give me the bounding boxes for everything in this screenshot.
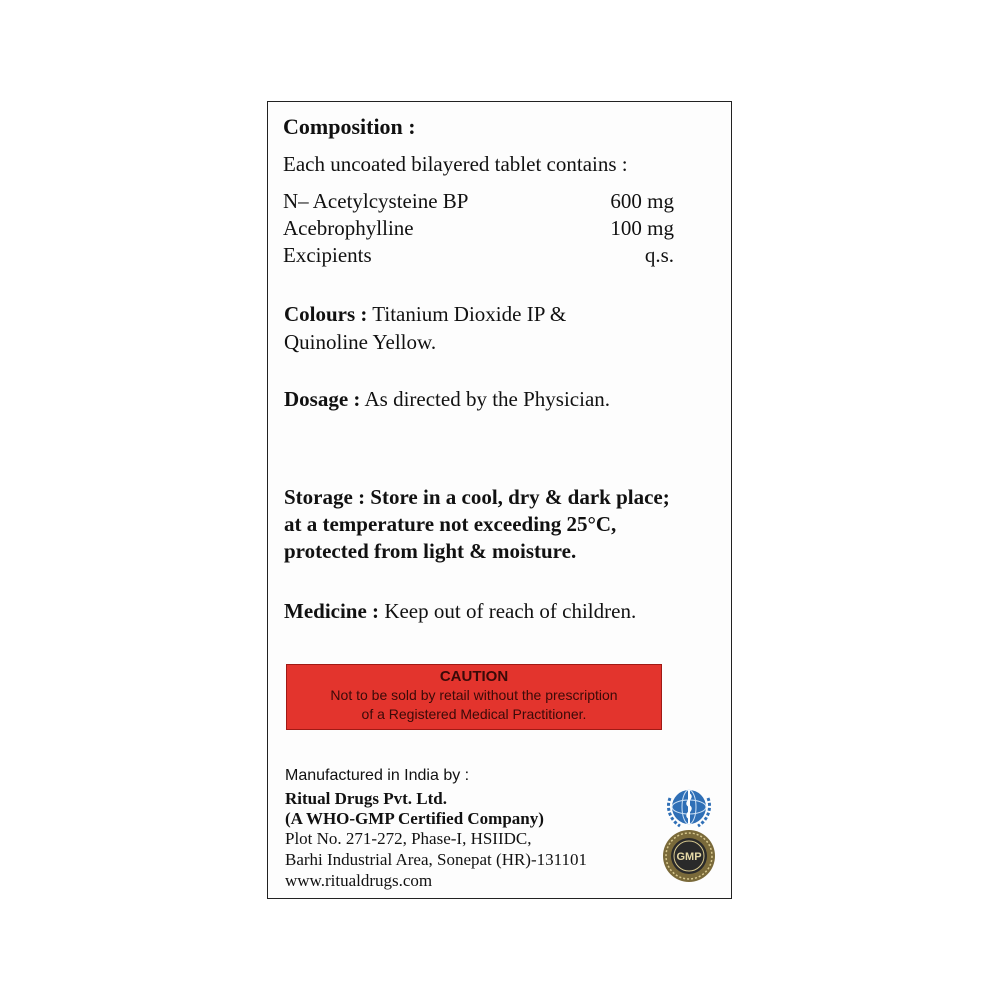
colours-label: Colours : (284, 302, 368, 326)
composition-intro: Each uncoated bilayered tablet contains : (283, 152, 628, 176)
manufacturer-intro: Manufactured in India by : (285, 767, 470, 784)
medicine-label-panel (267, 101, 732, 899)
caution-title: CAUTION (439, 668, 509, 685)
dosage-label: Dosage : (284, 387, 361, 411)
storage-block (284, 484, 670, 565)
caution-line-2: of a Registered Medical Practitioner. (361, 706, 587, 722)
medicine-text: Keep out of reach of children. (379, 599, 637, 623)
colours-line-1 (284, 300, 566, 328)
caution-line-1: Not to be sold by retail without the prescription (330, 687, 618, 703)
ingredient-qty: 100 mg (610, 216, 674, 240)
medicine-label: Medicine : (284, 599, 380, 623)
manufacturer-website: www.ritualdrugs.com (285, 871, 433, 890)
ingredient-name: Excipients (283, 243, 372, 267)
manufacturer-address-2: Barhi Industrial Area, Sonepat (HR)-131101 (285, 850, 587, 869)
who-globe-icon (662, 780, 716, 834)
ingredient-qty: q.s. (644, 243, 674, 267)
composition-heading: Composition : (283, 114, 416, 139)
storage-line-3: protected from light & moisture. (284, 539, 577, 563)
dosage-line (284, 385, 610, 413)
storage-line-1: Storage : Store in a cool, dry & dark place; (284, 485, 670, 509)
manufacturer-certification: (A WHO-GMP Certified Company) (285, 809, 544, 828)
ingredient-name: N– Acetylcysteine BP (283, 189, 469, 213)
medicine-line (284, 597, 636, 625)
caution-box (286, 664, 662, 730)
gmp-seal-icon (661, 828, 717, 884)
ingredient-name: Acebrophylline (283, 216, 414, 240)
dosage-text: As directed by the Physician. (360, 387, 611, 411)
colours-line-2: Quinoline Yellow. (284, 330, 437, 354)
gmp-seal-text: GMP (676, 851, 702, 863)
ingredient-qty: 600 mg (610, 189, 674, 213)
manufacturer-address-1: Plot No. 271-272, Phase-I, HSIIDC, (285, 829, 532, 848)
colours-text: Titanium Dioxide IP & (367, 302, 567, 326)
storage-line-2: at a temperature not exceeding 25°C, (284, 512, 617, 536)
manufacturer-name: Ritual Drugs Pvt. Ltd. (285, 789, 447, 808)
